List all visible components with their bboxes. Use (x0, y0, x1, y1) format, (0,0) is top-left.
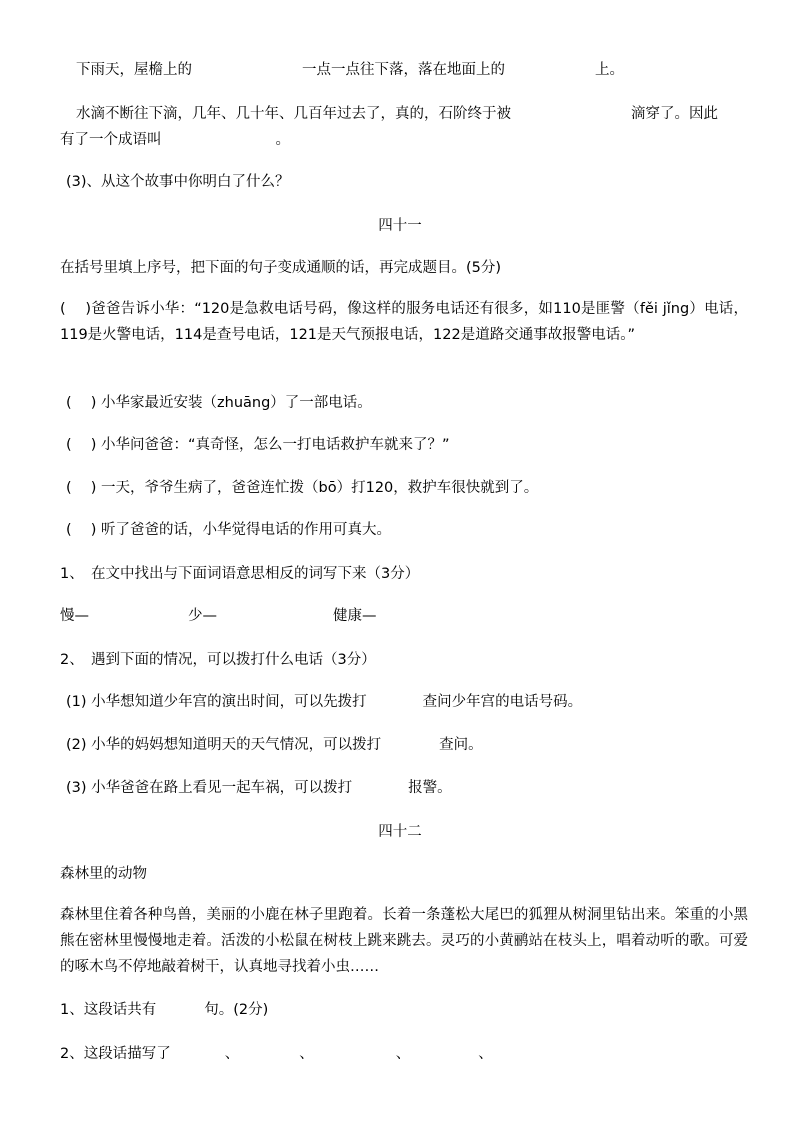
passage-title: 森林里的动物 (60, 866, 147, 882)
text: 水滴不断往下滴，几年、几十年、几百年过去了，真的，石阶终于被 (76, 106, 511, 122)
separator: 、 (478, 1046, 493, 1062)
section-heading-42: 四十二 (378, 824, 422, 840)
sentence-2: ( ) 小华家最近安装（zhuāng）了一部电话。 (66, 395, 372, 411)
text: 一点一点往下落，落在地面上的 (302, 62, 505, 78)
text: 报警。 (408, 780, 452, 796)
sentence-4: ( ) 一天，爷爷生病了，爸爸连忙拨（bō）打120，救护车很快就到了。 (66, 480, 539, 496)
text: 1、这段话共有 (60, 1002, 157, 1018)
text: 有了一个成语叫 (60, 132, 162, 148)
separator: 、 (395, 1046, 411, 1062)
story-question-3: (3)、从这个故事中你明白了什么？ (66, 174, 290, 190)
text: (1) 小华想知道少年宫的演出时间，可以先拨打 (66, 694, 367, 710)
question-animals (60, 1044, 493, 1064)
sentence-3: ( ) 小华问爸爸：“真奇怪，怎么一打电话救护车就来了？” (66, 437, 450, 453)
text: 下雨天，屋檐上的 (76, 62, 192, 78)
antonym-few: 少— (188, 608, 217, 624)
text: 。 (275, 132, 290, 148)
text: 查问。 (439, 737, 483, 753)
text: 滴穿了。因此 (631, 106, 718, 122)
antonym-healthy: 健康— (333, 608, 377, 624)
section-heading-41: 四十一 (378, 218, 422, 234)
separator: 、 (299, 1046, 314, 1062)
text: (2) 小华的妈妈想知道明天的天气情况，可以拨打 (66, 737, 382, 753)
story-line-2 (76, 104, 718, 124)
text: 句。(2分) (204, 1002, 269, 1018)
instruction: 在括号里填上序号，把下面的句子变成通顺的话，再完成题目。(5分) (60, 260, 502, 276)
antonym-slow: 慢— (60, 608, 89, 624)
text: 查问少年宫的电话号码。 (422, 694, 583, 710)
sentence-5: ( ) 听了爸爸的话，小华觉得电话的作用可真大。 (66, 522, 392, 538)
text: 2、这段话描写了 (60, 1046, 171, 1062)
passage: 森林里住着各种鸟兽，美丽的小鹿在林子里跑着。长着一条蓬松大尾巴的狐狸从树洞里钻出来。笨重的小黑熊在密林里慢慢地走着。活泼的小松鼠在树枝上跳来跳去。灵巧的小黄鹂站在枝头上，唱着动听的歌。可爱的啄木鸟不停地敲着树干，认真地寻找着小虫…… (60, 907, 748, 975)
text: (3) 小华爸爸在路上看见一起车祸，可以拨打 (66, 780, 353, 796)
question-1: 1、 在文中找出与下面词语意思相反的词写下来（3分） (60, 566, 420, 582)
story-line-3 (60, 130, 290, 150)
question-count (60, 1000, 268, 1020)
separator: 、 (224, 1046, 240, 1062)
case-3 (66, 778, 452, 798)
story-line-1 (76, 60, 624, 80)
case-2 (66, 735, 483, 755)
case-1 (66, 692, 582, 712)
sentence-1: ( )爸爸告诉小华：“120是急救电话号码，像这样的服务电话还有很多，如110是匪警（fěi jǐng）电话，119是火警电话，114是查号电话，121是天气预报电话，122是道路交通事故报警电话。” (60, 301, 748, 343)
question-2: 2、 遇到下面的情况，可以拨打什么电话（3分） (60, 652, 376, 668)
text: 上。 (595, 62, 624, 78)
